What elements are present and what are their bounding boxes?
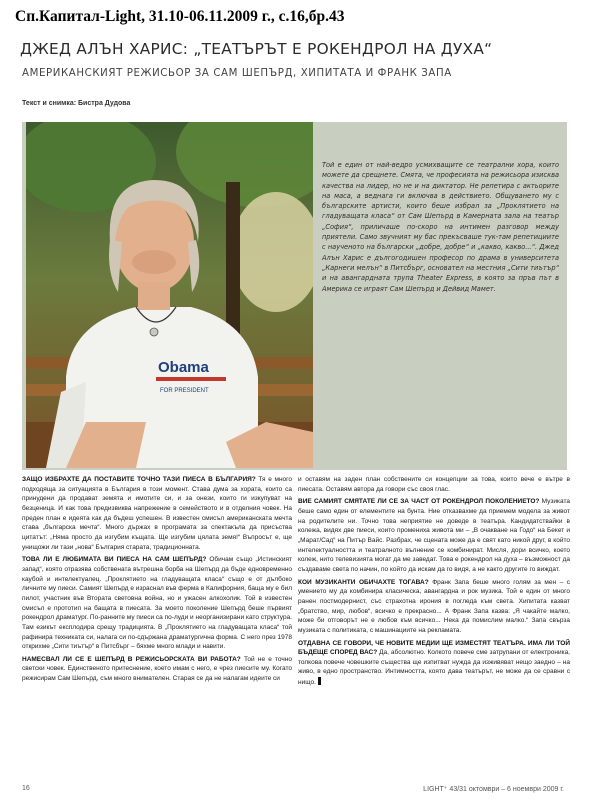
qa-item bbox=[298, 578, 570, 636]
left-column bbox=[22, 475, 292, 687]
qa-item bbox=[298, 497, 570, 574]
article-byline: Текст и снимка: Бистра Дудова bbox=[22, 100, 131, 107]
article-headline: ДЖЕД АЛЪН ХАРИС: „ТЕАТЪРЪТ Е РОКЕНДРОЛ НА ДУХА“ bbox=[20, 40, 493, 58]
answer: Тя е много подходяща за ситуацията в България в този момент. Става дума за хората, които са принудени да продават земята и имотите си, и за онези, които ги изкупуват на безценица. И как това предизвиква напрежение в семейството и в отделния човек. На преден план е идеята как да бъдеш успешен. В известен смисъл американската мечта става „българска мечта“. Много държах в програмата за спектакъла да присъства цитатът: „Няма просто да изгубим къщата. Ще изгубим цялата земя!“ Въпросът е, ще унищожи ли тази „нова“ България старата, традиционната. bbox=[22, 476, 292, 551]
lead-quote: Той е един от най-ведро усмихващите се театрални хора, които можете да срещнете. Смята, че професията на режисьора изисква качества на лидер, но не и на диктатор. Не репетира с актьорите на маса, а веднага ги включва в действието. Общуването му с българските артисти, които беше избрал за „Проклятието на гладуващата класа“ от Сам Шепърд в Камерната зала на театър „София“, приличаше по-скоро на интимен разговор между приятели. Само звучният му бас прекъсваше тук-там репетициите с наученото на български „добре, добре“ и „какво, какво...“. Джед Алън Харис е дългогодишен професор по драма в университета „Карнеги мелън“ в Питсбърг, основател на местния „Сити тиътър“ и на авангардната трупа Theater Express, в която за пръв път в Америка се играят Сам Шепърд и Дейвид Мамет. bbox=[322, 161, 559, 293]
svg-text:Obama: Obama bbox=[158, 359, 209, 376]
question: ТОВА ЛИ Е ЛЮБИМАТА ВИ ПИЕСА НА САМ ШЕПЪРД? bbox=[22, 556, 207, 564]
portrait-photo bbox=[26, 122, 313, 468]
right-column bbox=[298, 475, 570, 691]
page-number: 16 bbox=[22, 785, 30, 792]
qa-item bbox=[22, 655, 292, 684]
question: ВИЕ САМИЯТ СМЯТАТЕ ЛИ СЕ ЗА ЧАСТ ОТ РОКЕНДРОЛ ПОКОЛЕНИЕТО? bbox=[298, 498, 540, 506]
answer: Той не е точно светски човек. Единственото притеснение, което имам с него, е чрез пиесите му. Когато режисирам Сам Шепърд, съм много внимателен. Старая се да не налагам идеите си bbox=[22, 655, 292, 683]
text-cursor-mark bbox=[318, 677, 321, 685]
qa-item bbox=[22, 555, 292, 652]
svg-text:FOR PRESIDENT: FOR PRESIDENT bbox=[160, 388, 209, 394]
qa-item bbox=[298, 639, 570, 688]
answer: Франк Запа беше много голям за мен – с умението му да комбинира класическа, авангардна и рок музика. Той е един от много ранен постмодернист, със страхотна ирония в погледа към света. Хипитата казват „братство, мир, любов“, всичко е прекрасно... А Франк Запа казва: „Я чакайте малко, може би отговорът не е любов към всичко... Нека да помислим малко.“ Запа свърза музиката с политиката, с машинациите на рекламата. bbox=[298, 578, 570, 634]
issue-info: LIGHT⁺ 43/31 октомври – 6 ноември 2009 г. bbox=[423, 786, 564, 793]
question: ОТДАВНА СЕ ГОВОРИ, ЧЕ НОВИТЕ МЕДИИ ЩЕ ИЗМЕСТЯТ ТЕАТЪРА. ИМА ЛИ ТОЙ БЪДЕЩЕ СПОРЕД ВАС? bbox=[298, 639, 570, 657]
answer: Музиката беше само един от елементите на бунта. Ние отказвахме да приемем модела за живот на родителите ни. Точно това неприятие не доведе в театъра. Кандидатствайки в колежа, видях две пиеси, които промениха живота ми – „В очакване на Годо“ на Бекет и „Марат/Сад“ на Питър Вайс. Разбрах, че сцената може да е свят като никой друг, в който интелектуалността и театралното вълнение се комбинират. Мисля, дори всичко, което колеж, нито телевизията могат да ме заведат. Това е рокендрол на духа – възможност да създаваме света по начин, по който да искам да го видя, а не както другите го виждат. bbox=[298, 498, 570, 573]
question: НАМЕСВАЛ ЛИ СЕ Е ШЕПЪРД В РЕЖИСЬОРСКАТА ВИ РАБОТА? bbox=[22, 655, 241, 663]
question: ЗАЩО ИЗБРАХТЕ ДА ПОСТАВИТЕ ТОЧНО ТАЗИ ПИЕСА В БЪЛГАРИЯ? bbox=[22, 476, 256, 483]
qa-item bbox=[22, 475, 292, 552]
photo-block bbox=[22, 122, 567, 470]
source-citation: Сп.Капитал-Light, 31.10-06.11.2009 г., с.16,бр.43 bbox=[15, 8, 345, 25]
answer: Да, абсолютно. Колкото повече сме затрупани от електроника, толкова повече човешките същества ще изпитват нужда да изживяват нещо заедно – на живо, в едно пространство. Интимността, която дава театърът, не може да се сравни с нищо. bbox=[298, 649, 570, 687]
article-subheadline: АМЕРИКАНСКИЯТ РЕЖИСЬОР ЗА САМ ШЕПЪРД, ХИПИТАТА И ФРАНК ЗАПА bbox=[22, 68, 452, 79]
answer: Обичам също „Истинският запад“, която отразява собствената вътрешна борба на Шепърд да бъде едновременно каубой и интелектуалец. „Проклятието на гладуващата класа“ също е от дълбоко личните му пиеси. Самият Шепърд е израснал във ферма в Калифорния, баща му е бил пилот, участник във Втората световна война, но и ужасен алкохолик. Той в известен смисъл е прототип на бащата в пиесата. За моето поколение Шепърд беше първият рокендрол драматург. По-ранните му пиеси са по-луди и неорганизирани като структура. Там езикът експлодира срещу традицията. В „Проклятието на гладуващата класа“ той рафинира техниката си, налага си по-сдържана драматургична форма. С него през 1978 откриxме „Сити тиътър“ в Питсбърг – бяхме много млади и навити. bbox=[22, 556, 292, 651]
question: КОИ МУЗИКАНТИ ОБИЧАХТЕ ТОГАВА? bbox=[298, 578, 429, 586]
answer-continuation: и оставям на заден план собствените си концепции за това, които вече е вътре в пиесата. Оставям автора да говори със своя глас. bbox=[298, 476, 570, 493]
